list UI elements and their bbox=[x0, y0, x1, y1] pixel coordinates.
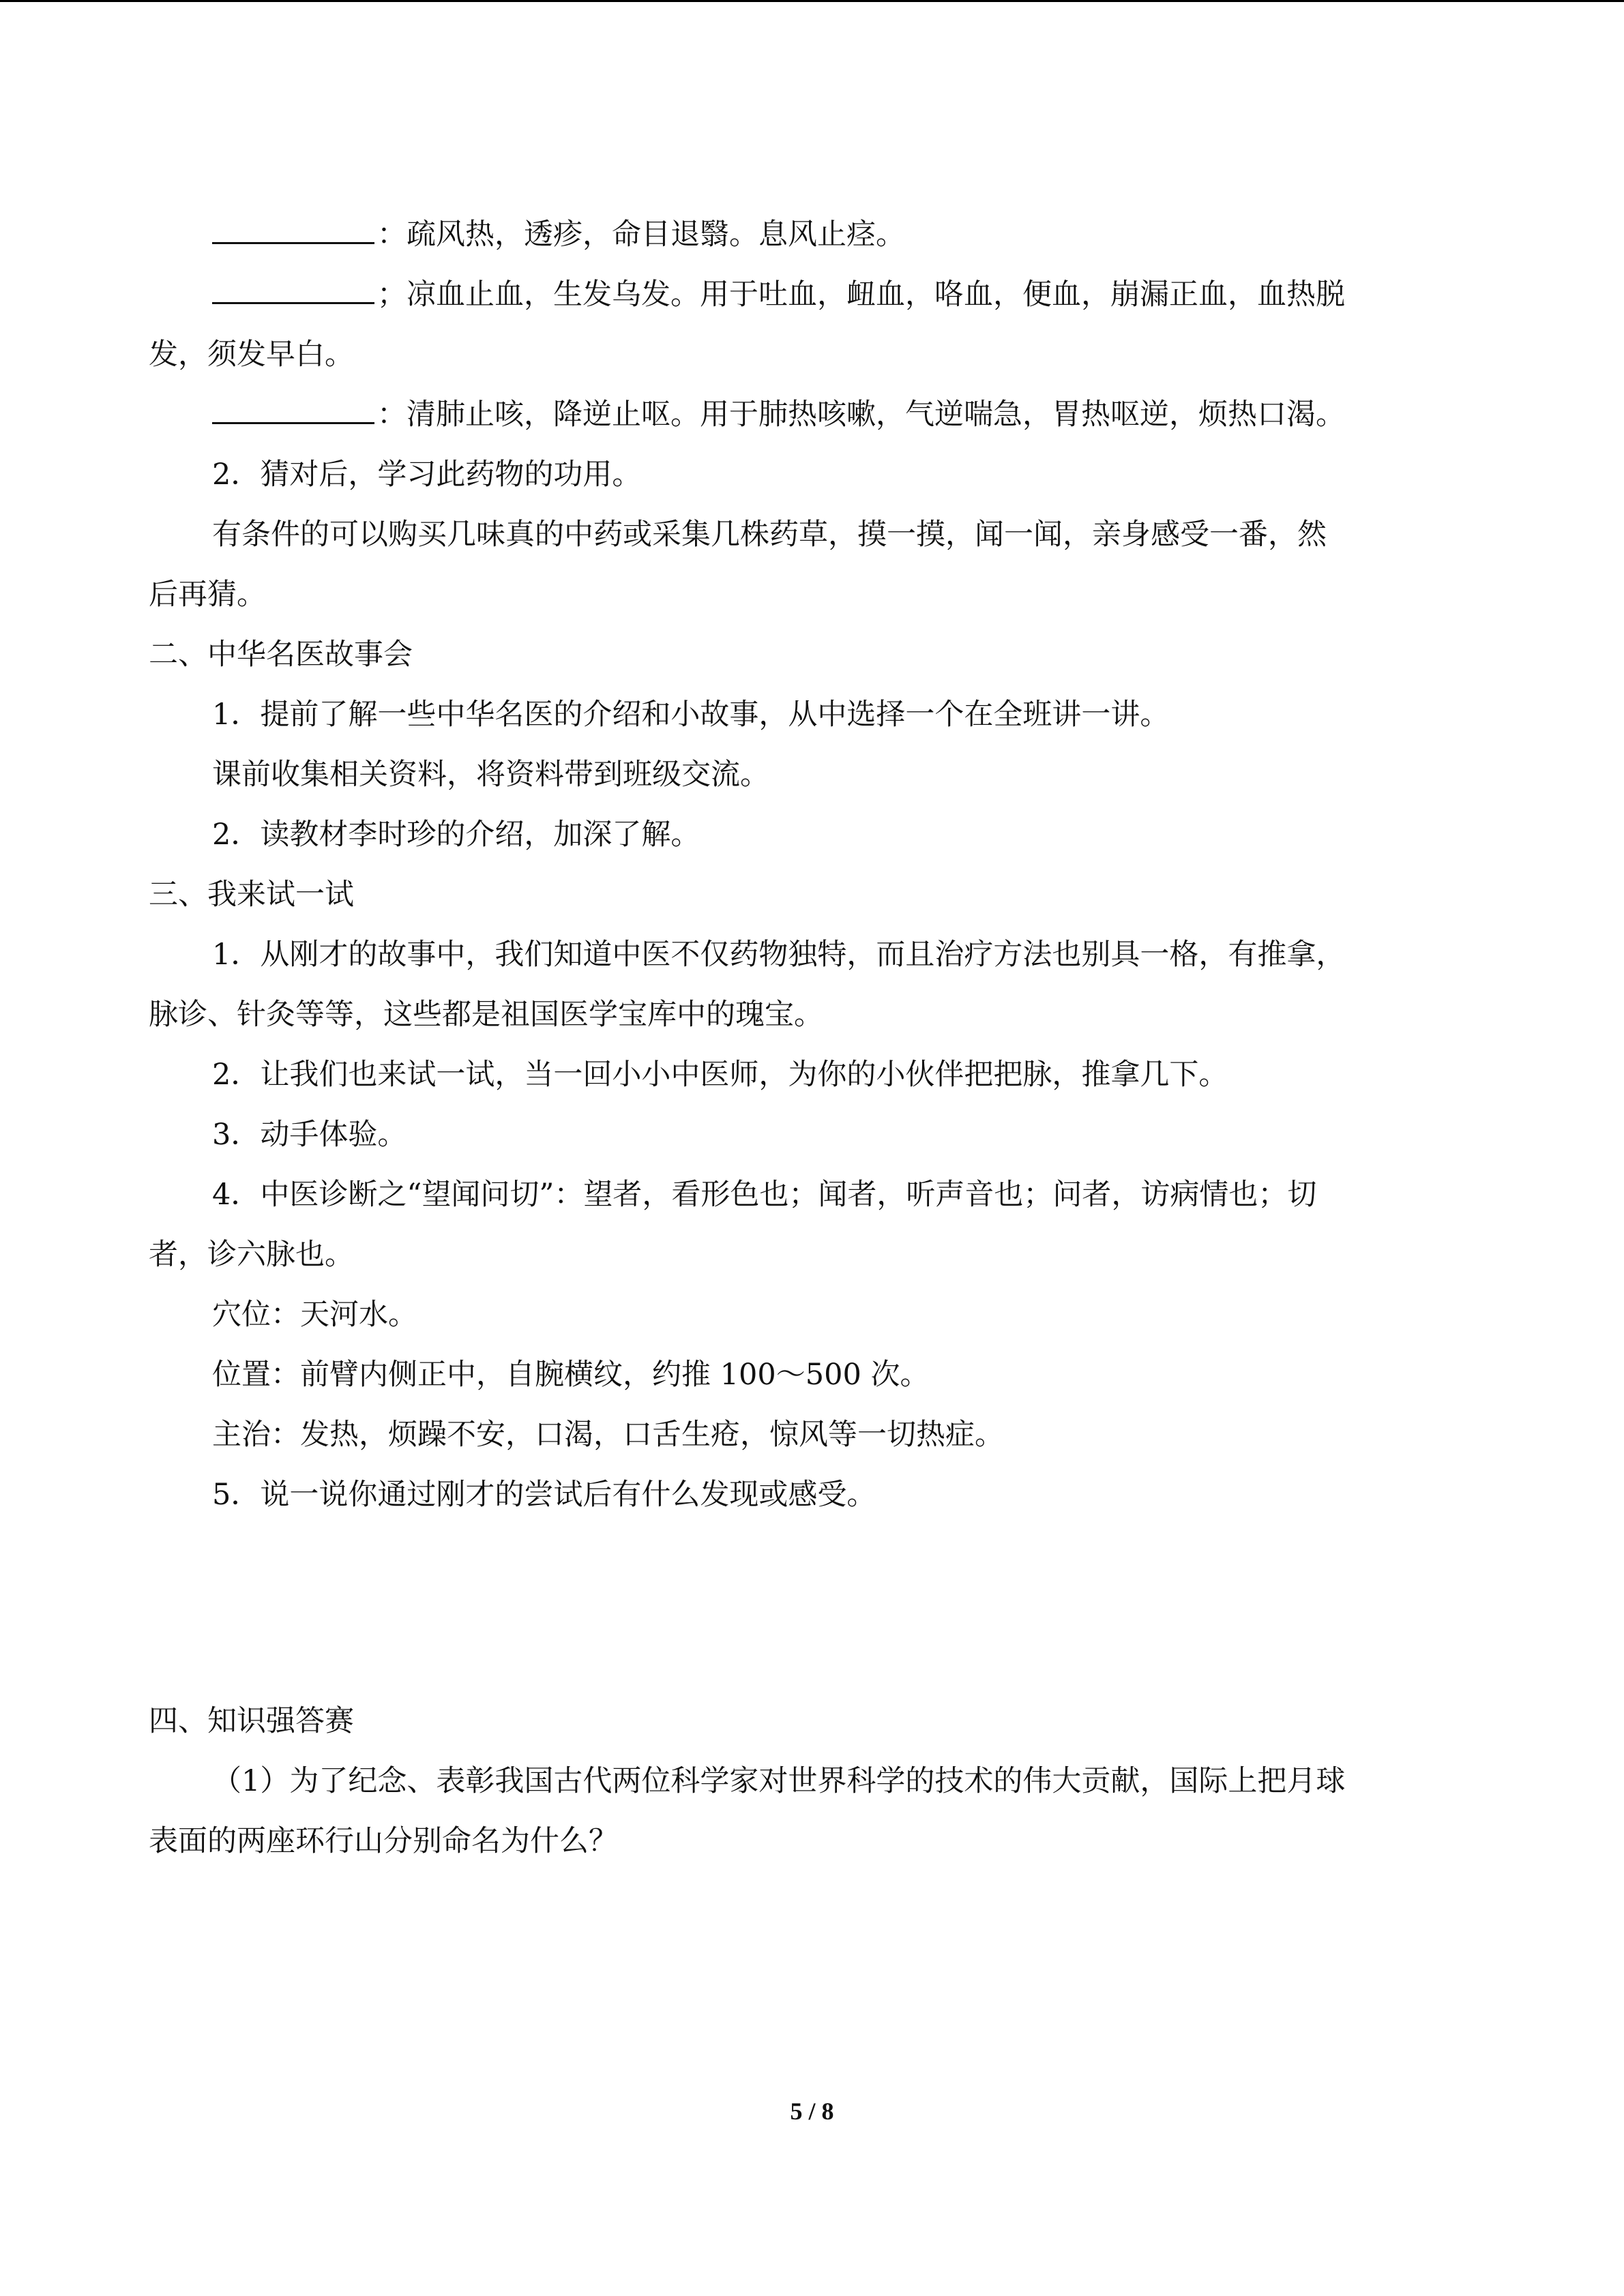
paragraph-line: 主治：发热，烦躁不安，口渴，口舌生疮，惊风等一切热症。 bbox=[212, 1418, 1004, 1452]
section-heading: 三、我来试一试 bbox=[149, 878, 354, 912]
paragraph-line: 者，诊六脉也。 bbox=[149, 1238, 354, 1272]
section-heading: 二、中华名医故事会 bbox=[149, 638, 413, 672]
paragraph-line: 5．说一说你通过刚才的尝试后有什么发现或感受。 bbox=[212, 1478, 876, 1512]
line-text: ：清肺止咳，降逆止呕。用于肺热咳嗽，气逆喘急，胃热呕逆，烦热口渴。 bbox=[377, 398, 1345, 432]
question-line: 表面的两座环行山分别命名为什么？ bbox=[149, 1824, 618, 1858]
fill-blank-line-3 bbox=[149, 385, 1486, 445]
fill-blank-line-2 bbox=[149, 265, 1486, 325]
line-text: ：疏风热，透疹，命目退翳。息风止痉。 bbox=[377, 218, 905, 252]
paragraph-line: 2．让我们也来试一试，当一回小小中医师，为你的小伙伴把把脉，推拿几下。 bbox=[212, 1058, 1228, 1092]
answer-blank[interactable] bbox=[212, 275, 374, 304]
paragraph-line: 发，须发早白。 bbox=[149, 338, 354, 372]
paragraph-line: 2．猜对后，学习此药物的功用。 bbox=[212, 458, 642, 492]
fill-blank-line-1 bbox=[149, 205, 1486, 265]
paragraph-line: 后再猜。 bbox=[149, 578, 266, 612]
paragraph-line: 穴位：天河水。 bbox=[212, 1298, 417, 1332]
section-heading: 四、知识强答赛 bbox=[149, 1704, 354, 1738]
paragraph-line: 1．提前了解一些中华名医的介绍和小故事，从中选择一个在全班讲一讲。 bbox=[212, 698, 1170, 732]
page-number: 5 / 8 bbox=[790, 2098, 834, 2125]
answer-blank[interactable] bbox=[212, 395, 374, 424]
paragraph-line: 4．中医诊断之“望闻问切”：望者，看形色也；闻者，听声音也；问者，访病情也；切 bbox=[212, 1178, 1317, 1212]
paragraph-line: 1．从刚才的故事中，我们知道中医不仅药物独特，而且治疗方法也别具一格，有推拿， bbox=[212, 938, 1346, 972]
answer-space bbox=[149, 1525, 1486, 1691]
paragraph-line: 有条件的可以购买几味真的中药或采集几株药草，摸一摸，闻一闻，亲身感受一番，然 bbox=[212, 518, 1327, 552]
question-line: （1）为了纪念、表彰我国古代两位科学家对世界科学的技术的伟大贡献，国际上把月球 bbox=[212, 1764, 1346, 1798]
document-body bbox=[149, 205, 1486, 1871]
page-top-border bbox=[0, 0, 1624, 2]
paragraph-line: 位置：前臂内侧正中，自腕横纹，约推 100～500 次。 bbox=[212, 1358, 930, 1392]
line-text: ；凉血止血，生发乌发。用于吐血，衄血，咯血，便血，崩漏正血，血热脱 bbox=[377, 278, 1345, 312]
paragraph-line: 脉诊、针灸等等，这些都是祖国医学宝库中的瑰宝。 bbox=[149, 998, 823, 1032]
answer-blank[interactable] bbox=[212, 215, 374, 244]
paragraph-line: 课前收集相关资料，将资料带到班级交流。 bbox=[212, 758, 769, 792]
paragraph-line: 3．动手体验。 bbox=[212, 1118, 407, 1152]
paragraph-line: 2．读教材李时珍的介绍，加深了解。 bbox=[212, 818, 700, 852]
